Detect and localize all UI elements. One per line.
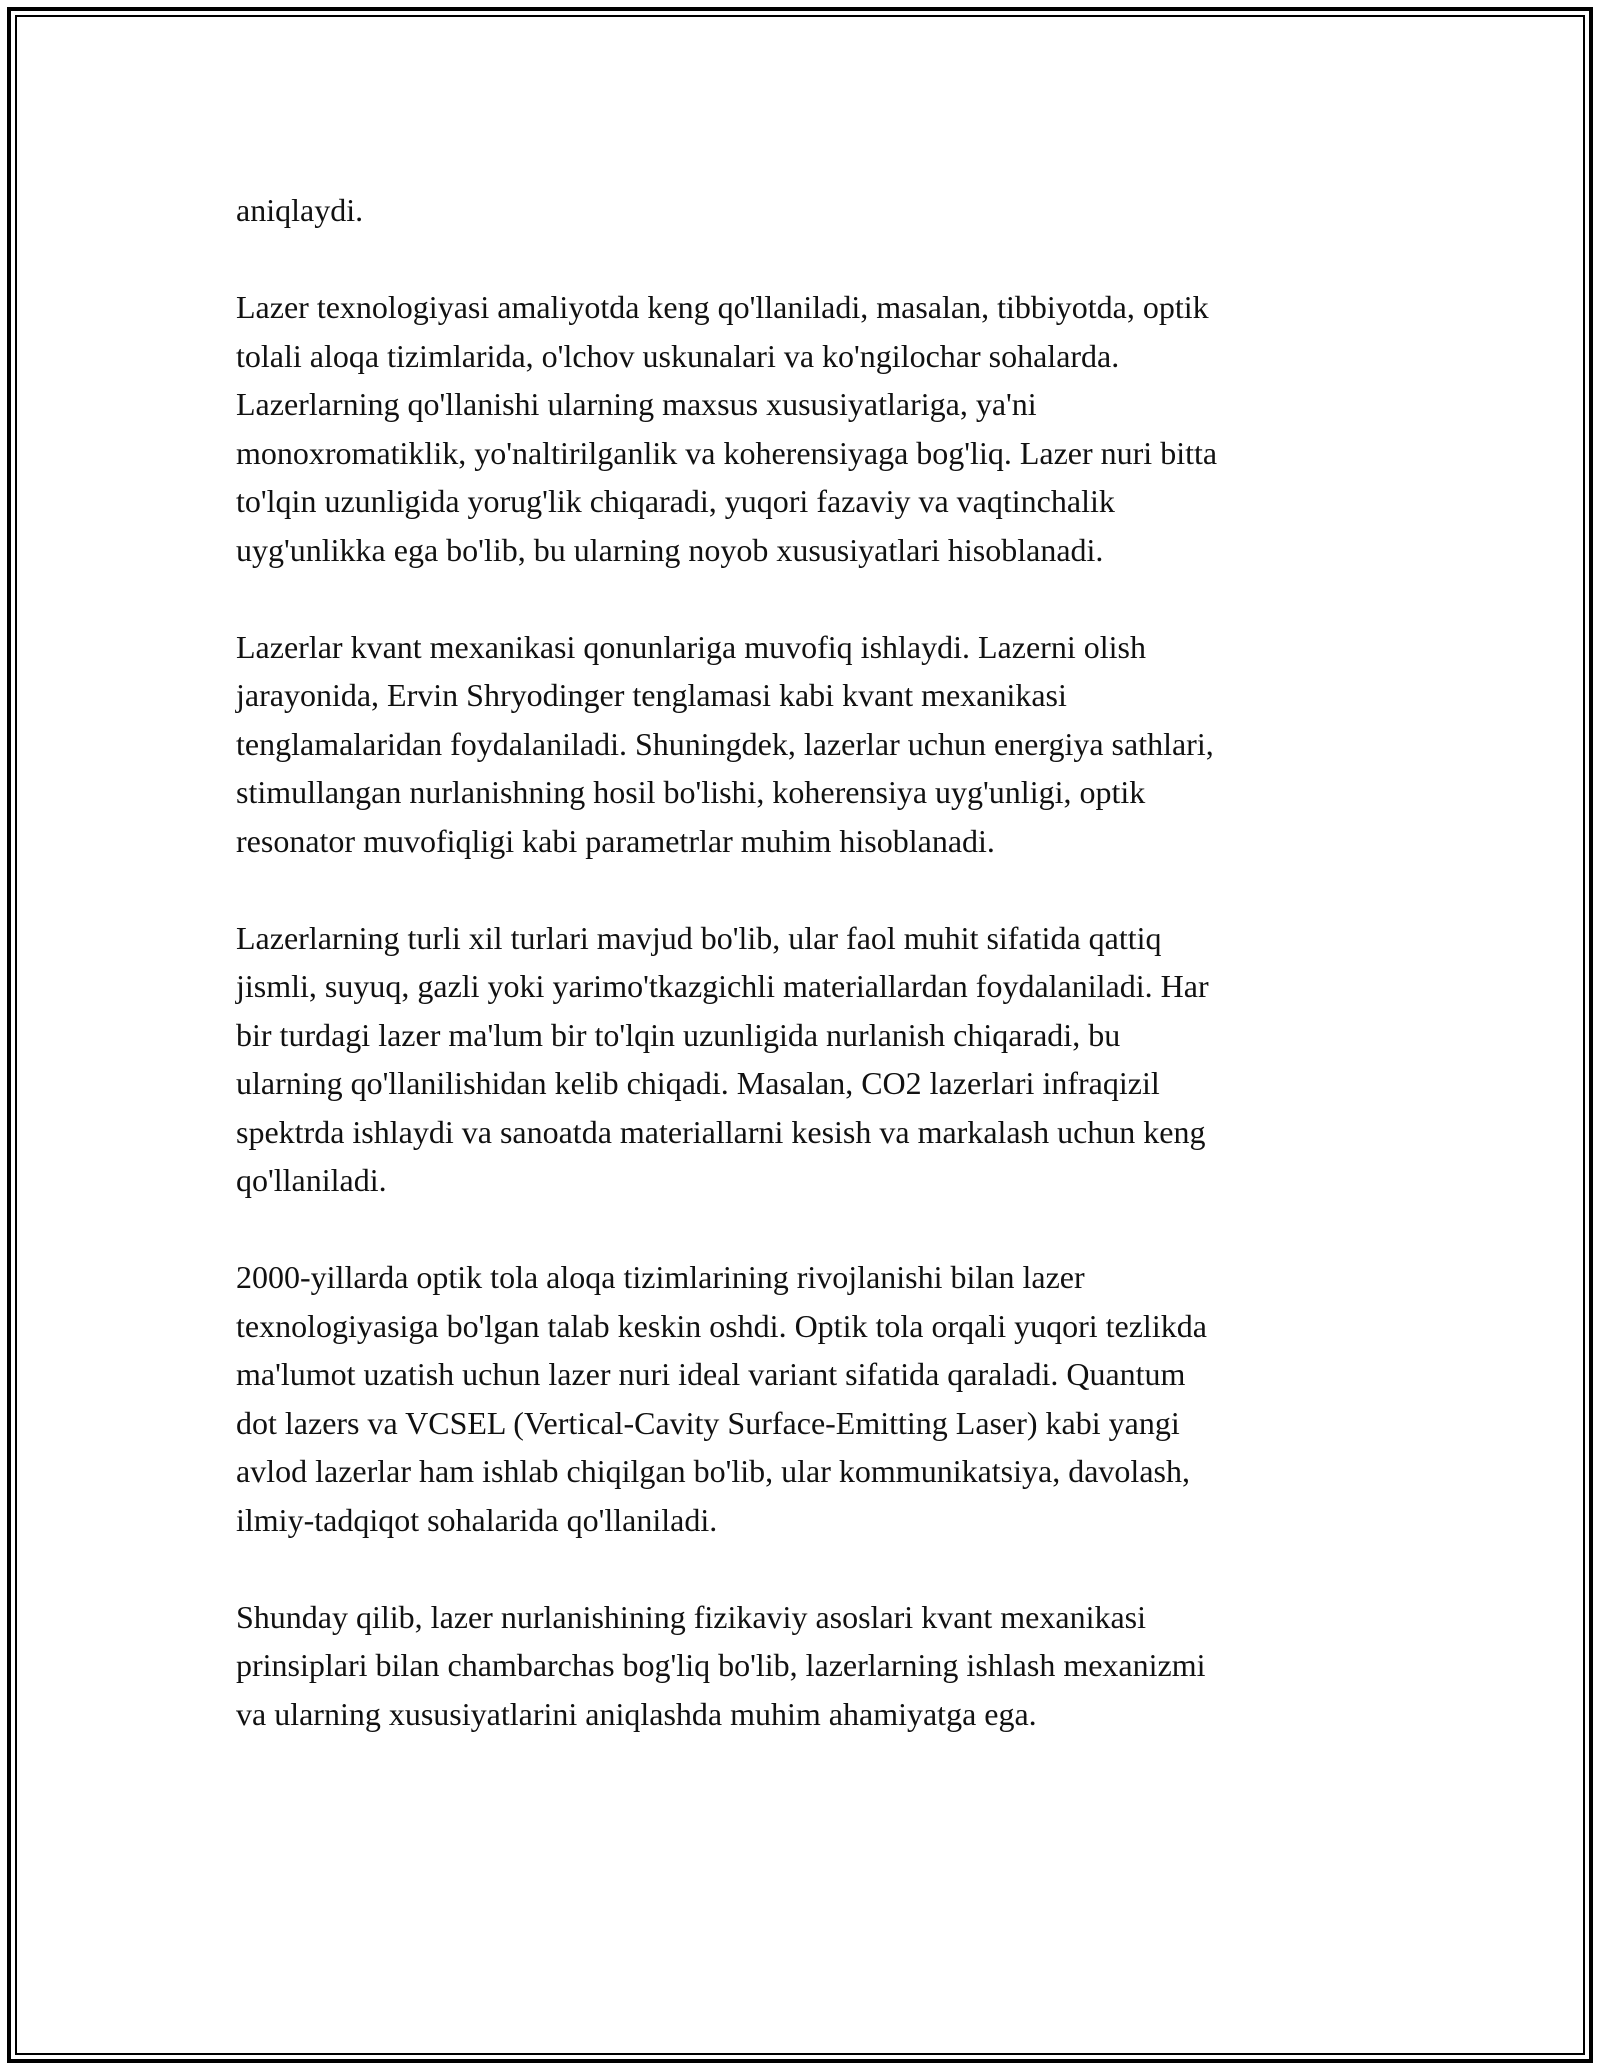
paragraph-6: Shunday qilib, lazer nurlanishining fizikaviy asoslari kvant mexanikasi prinsiplari bilan chambarchas bog'liq bo'lib, lazerlarning ishlash mexanizmi va ularning xususiyatlarini aniqlashda muhim ahamiyatga ega. [236,1598,1206,1732]
document-body [236,186,1366,1787]
paragraph-3: Lazerlar kvant mexanikasi qonunlariga muvofiq ishlaydi. Lazerni olish jarayonida, Ervin Shryodinger tenglamasi kabi kvant mexanikasi tenglamalaridan foydalaniladi. Shuningdek, lazerlar uchun energiya sathlari, stimullangan nurlanishning hosil bo'lishi, koherensiya uyg'unligi, optik resonator muvofiqligi kabi parametrlar muhim hisoblanadi. [236,628,1214,859]
paragraph-4: Lazerlarning turli xil turlari mavjud bo'lib, ular faol muhit sifatida qattiq jismli, suyuq, gazli yoki yarimo'tkazgichli materiallardan foydalaniladi. Har bir turdagi lazer ma'lum bir to'lqin uzunligida nurlanish chiqaradi, bu ularning qo'llanilishidan kelib chiqadi. Masalan, CO2 lazerlari infraqizil spektrda ishlaydi va sanoatda materiallarni kesish va markalash uchun keng qo'llaniladi. [236,919,1209,1198]
paragraph-1: aniqlaydi. [236,192,364,228]
paragraph-5: 2000-yillarda optik tola aloqa tizimlarining rivojlanishi bilan lazer texnologiyasiga bo'lgan talab keskin oshdi. Optik tola orqali yuqori tezlikda ma'lumot uzatish uchun lazer nuri ideal variant sifatida qaraladi. Quantum dot lazers va VCSEL (Vertical-Cavity Surface-Emitting Laser) kabi yangi avlod lazerlar ham ishlab chiqilgan bo'lib, ular kommunikatsiya, davolash, ilmiy-tadqiqot sohalarida qo'llaniladi. [236,1259,1207,1538]
paragraph-2: Lazer texnologiyasi amaliyotda keng qo'llaniladi, masalan, tibbiyotda, optik tolali aloqa tizimlarida, o'lchov uskunalari va ko'ngilochar sohalarda. Lazerlarning qo'llanishi ularning maxsus xususiyatlariga, ya'ni monoxromatiklik, yo'naltirilganlik va koherensiyaga bog'liq. Lazer nuri bitta to'lqin uzunligida yorug'lik chiqaradi, yuqori fazaviy va vaqtinchalik uyg'unlikka ega bo'lib, bu ularning noyob xususiyatlari hisoblanadi. [236,289,1218,568]
